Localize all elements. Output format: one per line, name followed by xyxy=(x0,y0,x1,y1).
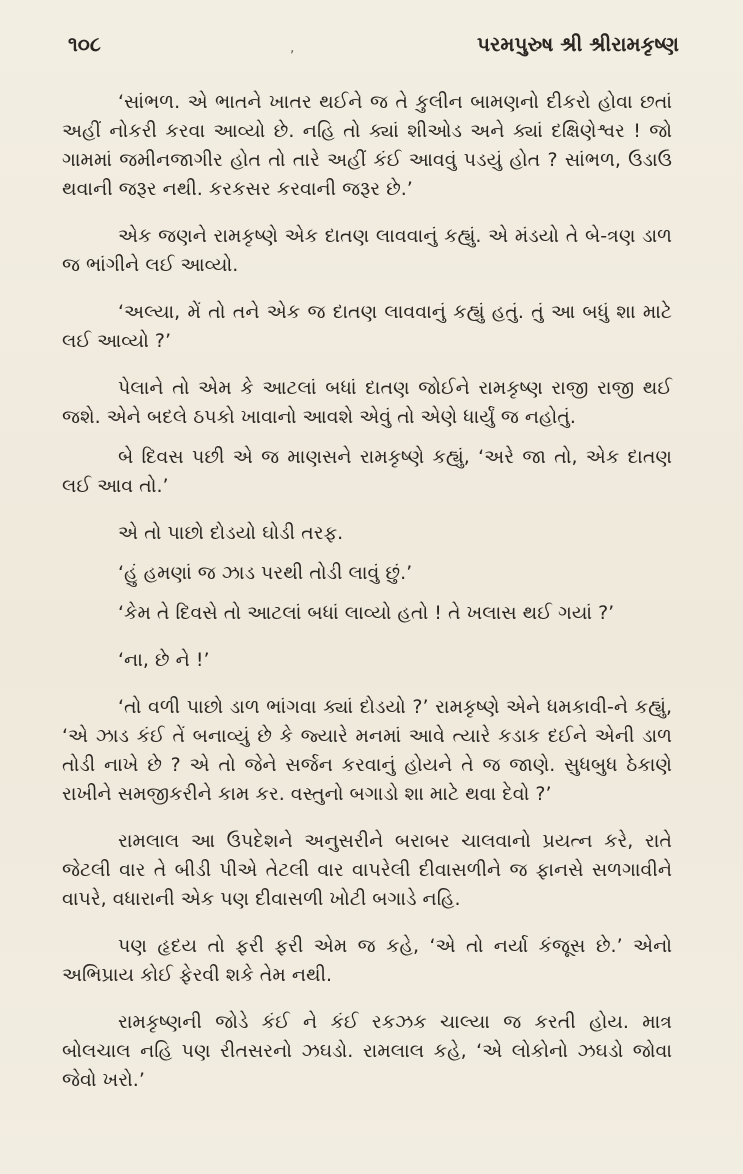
body-text xyxy=(62,88,672,1113)
print-mark: , xyxy=(290,40,295,56)
paragraph: પણ હૃદય તો ફરી ફરી એમ જ કહે, ‘એ તો નર્યા કંજૂસ છે.’ એનો અભિપ્રાય કોઈ ફેરવી શકે તેમ નથી. xyxy=(62,935,672,986)
paragraph: પેલાને તો એમ કે આટલાં બધાં દાતણ જોઈને રામકૃષ્ણ રાજી રાજી થઈ જશે. એને બદલે ઠપકો ખાવાનો આવશે એવું તો એણે ધાર્યું જ નહોતું. xyxy=(62,377,672,428)
paragraph: રામલાલ આ ઉપદેશને અનુસરીને બરાબર ચાલવાનો પ્રયત્ન કરે, રાતે જેટલી વાર તે બીડી પીએ તેટલી વાર વાપરેલી દીવાસળીને જ ફાનસે સળગાવીને વાપરે, વધારાની એક પણ દીવાસળી ખોટી બગાડે નહિ. xyxy=(62,830,672,910)
paragraph: એ તો પાછો દોડયો ઘોડી તરફ. xyxy=(118,522,344,544)
paragraph: રામકૃષ્ણની જોડે કંઈ ને કંઈ રકઝક ચાલ્યા જ કરતી હોય. માત્ર બોલચાલ નહિ પણ રીતસરનો ઝઘડો. રામલાલ કહે, ‘એ લોકોનો ઝઘડો જોવા જેવો ખરો.’ xyxy=(62,1011,672,1091)
paragraph: ‘અલ્યા, મેં તો તને એક જ દાતણ લાવવાનું કહ્યું હતું. તું આ બધું શા માટે લઈ આવ્યો ?’ xyxy=(62,301,672,352)
paragraph: બે દિવસ પછી એ જ માણસને રામકૃષ્ણે કહ્યું, ‘અરે જા તો, એક દાતણ લઈ આવ તો.’ xyxy=(62,446,672,497)
paragraph: ‘ના, છે ને !’ xyxy=(118,649,210,671)
running-title: પરમપુરુષ શ્રી શ્રીરામકૃષ્ણ xyxy=(477,32,679,56)
page-number: ૧૦૮ xyxy=(68,32,101,56)
paragraph: ‘સાંભળ. એ ભાતને ખાતર થઈને જ તે કુલીન બામણનો દીકરો હોવા છતાં અહીં નોકરી કરવા આવ્યો છે. નહિ તો ક્યાં શીઓડ અને ક્યાં દક્ષિણેશ્વર ! જો ગામમાં જમીનજાગીર હોત તો તારે અહીં કંઈ આવવું પડયું હોત ? સાંભળ, ઉડાઉ થવાની જરૂર નથી. કરકસર કરવાની જરૂર છે.’ xyxy=(62,91,672,200)
paragraph: ‘કેમ તે દિવસે તો આટલાં બધાં લાવ્યો હતો ! તે ખલાસ થઈ ગયાં ?’ xyxy=(118,602,615,624)
page-header xyxy=(68,26,679,62)
paragraph: ‘તો વળી પાછો ડાળ ભાંગવા ક્યાં દોડયો ?’ રામકૃષ્ણે એને ધમકાવી-ને કહ્યું, ‘એ ઝાડ કંઈ તેં બનાવ્યું છે કે જ્યારે મનમાં આવે ત્યારે કડાક દઈને એની ડાળ તોડી નાખે છે ? એ તો જેને સર્જન કરવાનું હોયને તે જ જાણે. સુધબુધ ઠેકાણે રાખીને સમજીકરીને કામ કર. વસ્તુનો બગાડો શા માટે થવા દેવો ?’ xyxy=(62,696,672,805)
paragraph: ‘હું હમણાં જ ઝાડ પરથી તોડી લાવું છું.’ xyxy=(118,562,413,584)
paragraph: એક જણને રામકૃષ્ણે એક દાતણ લાવવાનું કહ્યું. એ મંડયો તે બે-ત્રણ ડાળ જ ભાંગીને લઈ આવ્યો. xyxy=(62,225,672,276)
